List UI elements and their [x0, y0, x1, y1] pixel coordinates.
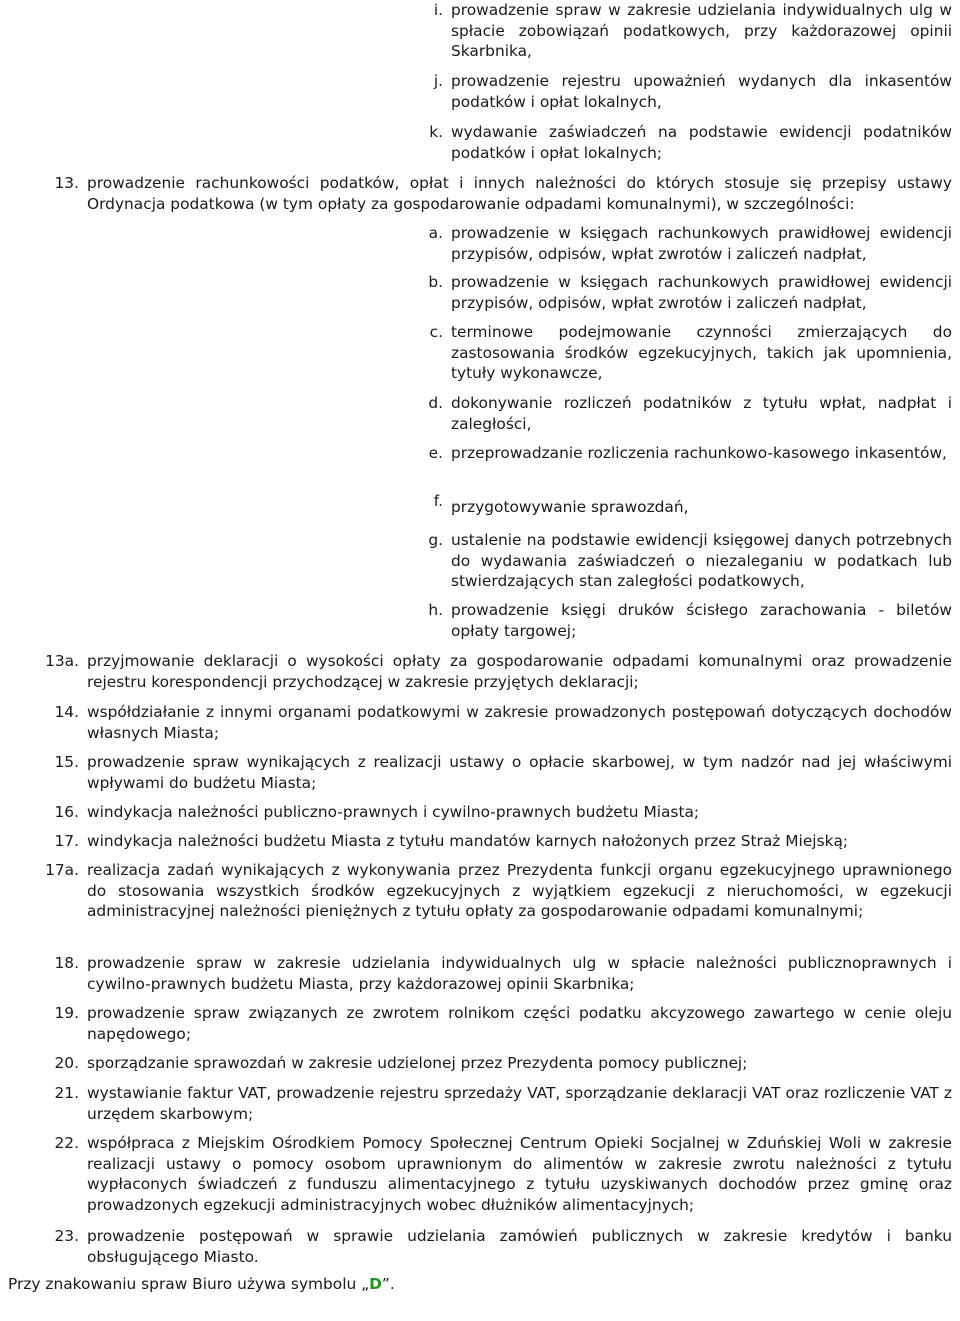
list-item-text: wydawanie zaświadczeń na podstawie ewidencji podatników podatków i opłat lokalnych; — [451, 123, 952, 162]
list-item-text: sporządzanie sprawozdań w zakresie udzielonej przez Prezydenta pomocy publicznej; — [87, 1054, 748, 1072]
list-item-text: przygotowywanie sprawozdań, — [451, 498, 689, 516]
list-item-text: prowadzenie spraw związanych ze zwrotem rolnikom części podatku akcyzowego zawartego w cenie oleju napędowego; — [87, 1004, 952, 1043]
list-marker: 15. — [54, 753, 79, 771]
list-item-text: prowadzenie w księgach rachunkowych prawidłowej ewidencji przypisów, odpisów, wpłat zwrotów i zaliczeń nadpłat, — [451, 224, 952, 263]
list-item-text: prowadzenie w księgach rachunkowych prawidłowej ewidencji przypisów, odpisów, wpłat zwrotów i zaliczeń nadpłat, — [451, 273, 952, 312]
list-item-text: przyjmowanie deklaracji o wysokości opłaty za gospodarowanie odpadami komunalnymi oraz prowadzenie rejestru korespondencji przychodzącej w zakresie przyjętych deklaracji; — [87, 652, 952, 691]
list-item-text: terminowe podejmowanie czynności zmierzających do zastosowania środków egzekucyjnych, takich jak upomnienia, tytuły wykonawcze, — [451, 323, 952, 382]
office-symbol: D — [369, 1275, 382, 1293]
list-marker: d. — [428, 394, 443, 412]
list-marker: a. — [428, 224, 443, 242]
list-marker: h. — [428, 601, 443, 619]
list-marker: 19. — [54, 1004, 79, 1022]
list-marker: g. — [428, 531, 443, 549]
list-marker: e. — [428, 444, 443, 462]
list-marker: b. — [428, 273, 443, 291]
list-item-text: przeprowadzanie rozliczenia rachunkowo-kasowego inkasentów, — [451, 444, 947, 462]
list-marker: 17a. — [45, 861, 79, 879]
list-item-text: windykacja należności budżetu Miasta z tytułu mandatów karnych nałożonych przez Straż Miejską; — [87, 832, 849, 850]
list-item-text: prowadzenie postępowań w sprawie udzielania zamówień publicznych w zakresie kredytów i banku obsługującego Miasto. — [87, 1227, 952, 1266]
list-item-text: wystawianie faktur VAT, prowadzenie rejestru sprzedaży VAT, sporządzanie deklaracji VAT oraz rozliczenie VAT z urzędem skarbowym; — [87, 1084, 952, 1123]
footer-note — [8, 1274, 395, 1295]
footer-text-end: ”. — [381, 1275, 395, 1293]
list-item-text: dokonywanie rozliczeń podatników z tytułu wpłat, nadpłat i zaległości, — [451, 394, 952, 433]
list-item-text: prowadzenie księgi druków ścisłego zarachowania - biletów opłaty targowej; — [451, 601, 952, 640]
list-marker: 16. — [54, 803, 79, 821]
list-marker: 18. — [54, 954, 79, 972]
list-marker: 22. — [54, 1134, 79, 1152]
list-marker: c. — [429, 323, 443, 341]
list-marker: j. — [433, 72, 443, 90]
list-marker: f. — [433, 492, 443, 510]
list-item-text: realizacja zadań wynikających z wykonywania przez Prezydenta funkcji organu egzekucyjnego uprawnionego do stosowania wszystkich środków egzekucyjnych z wyjątkiem egzekucji z nieruchomości, w egzekucji administracyjnej należności pieniężnych z tytułu opłaty za gospodarowanie odpadami komunalnymi; — [87, 861, 952, 920]
list-marker: 13. — [54, 174, 79, 192]
list-marker: k. — [429, 123, 443, 141]
footer-text: Przy znakowaniu spraw Biuro używa symbolu „ — [8, 1275, 370, 1293]
list-marker: 17. — [54, 832, 79, 850]
list-item-text: prowadzenie rachunkowości podatków, opłat i innych należności do których stosuje się przepisy ustawy Ordynacja podatkowa (w tym opłaty za gospodarowanie odpadami komunalnymi), w szczególności: — [87, 174, 952, 213]
list-item-text: współdziałanie z innymi organami podatkowymi w zakresie prowadzonych postępowań dotyczących dochodów własnych Miasta; — [87, 703, 952, 742]
list-item-text: windykacja należności publiczno-prawnych i cywilno-prawnych budżetu Miasta; — [87, 803, 700, 821]
list-item-text: prowadzenie rejestru upoważnień wydanych dla inkasentów podatków i opłat lokalnych, — [451, 72, 952, 111]
list-item-text: współpraca z Miejskim Ośrodkiem Pomocy Społecznej Centrum Opieki Socjalnej w Zduńskiej Woli w zakresie realizacji ustawy o pomocy osobom uprawnionym do alimentów w zakresie zwrotu należności z tytułu wypłaconych świadczeń z funduszu alimentacyjnego z tytułu uzyskiwanych dochodów przez gminę oraz prowadzonych egzekucji administracyjnych wobec dłużników alimentacyjnych; — [87, 1134, 952, 1214]
list-marker: 21. — [54, 1084, 79, 1102]
list-marker: i. — [433, 1, 443, 19]
list-marker: 14. — [54, 703, 79, 721]
list-marker: 13a. — [45, 652, 79, 670]
list-item-text: ustalenie na podstawie ewidencji księgowej danych potrzebnych do wydawania zaświadczeń o niezaleganiu w podatkach lub stwierdzających stan zaległości podatkowych, — [451, 531, 952, 590]
list-marker: 23. — [54, 1227, 79, 1245]
list-item-text: prowadzenie spraw w zakresie udzielania indywidualnych ulg w spłacie zobowiązań podatkowych, przy każdorazowej opinii Skarbnika, — [451, 1, 952, 60]
list-item-text: prowadzenie spraw wynikających z realizacji ustawy o opłacie skarbowej, w tym nadzór nad jej właściwymi wpływami do budżetu Miasta; — [87, 753, 952, 792]
list-marker: 20. — [54, 1054, 79, 1072]
list-item-text: prowadzenie spraw w zakresie udzielania indywidualnych ulg w spłacie należności publicznoprawnych i cywilno-prawnych budżetu Miasta, przy każdorazowej opinii Skarbnika; — [87, 954, 952, 993]
